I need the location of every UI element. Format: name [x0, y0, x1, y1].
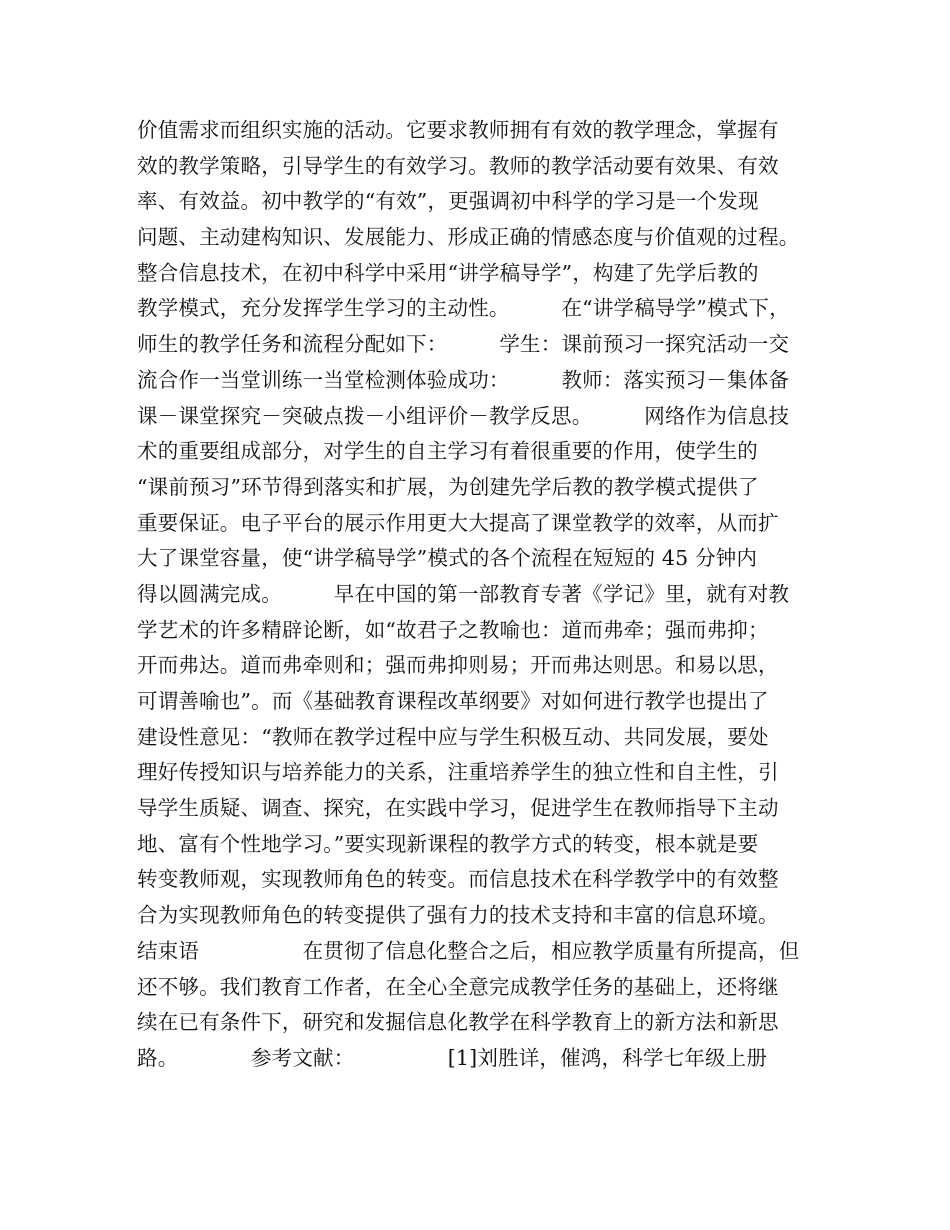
text-line: 结束语 在贯彻了信息化整合之后，相应教学质量有所提高，但 — [137, 938, 800, 963]
text-line: 建设性意见：“教师在教学过程中应与学生积极互动、共同发展，要处 — [137, 724, 769, 749]
text-line: 效的教学策略，引导学生的有效学习。教师的教学活动要有效果、有效 — [137, 153, 779, 178]
text-line: 重要保证。电子平台的展示作用更大大提高了课堂教学的效率，从而扩 — [137, 510, 779, 535]
text-line: 整合信息技术，在初中科学中采用“讲学稿导学”，构建了先学后教的 — [137, 260, 759, 285]
text-line: 问题、主动建构知识、发展能力、形成正确的情感态度与价值观的过程。 — [137, 225, 800, 250]
text-line: 转变教师观，实现教师角色的转变。而信息技术在科学教学中的有效整 — [137, 867, 779, 892]
text-line: 续在已有条件下，研究和发掘信息化教学在科学教育上的新方法和新思 — [137, 1010, 779, 1035]
document-body-text — [137, 113, 827, 1077]
text-line: 流合作一当堂训练一当堂检测体验成功： 教师：落实预习－集体备 — [137, 367, 790, 392]
text-line: 得以圆满完成。 早在中国的第一部教育专著《学记》里，就有对教 — [137, 581, 790, 606]
text-line: 合为实现教师角色的转变提供了强有力的技术支持和丰富的信息环境。 — [137, 903, 779, 928]
text-line: 可谓善喻也”。而《基础教育课程改革纲要》对如何进行教学也提出了 — [137, 689, 769, 713]
text-line: 导学生质疑、调查、探究，在实践中学习，促进学生在教师指导下主动 — [137, 796, 779, 821]
text-line: 教学模式，充分发挥学生学习的主动性。 在“讲学稿导学”模式下， — [137, 296, 790, 321]
text-line: 理好传授知识与培养能力的关系，注重培养学生的独立性和自主性，引 — [137, 760, 779, 785]
text-line: 师生的教学任务和流程分配如下： 学生：课前预习一探究活动一交 — [137, 332, 790, 357]
text-line: 路。 参考文献： [1]刘胜详，催鸿，科学七年级上册 — [137, 1045, 768, 1070]
text-line: 学艺术的许多精辟论断，如“故君子之教喻也：道而弗牵；强而弗抑； — [137, 617, 769, 642]
text-line: “课前预习”环节得到落实和扩展，为创建先学后教的教学模式提供了 — [137, 474, 759, 499]
text-line: 课－课堂探究－突破点拨－小组评价－教学反思。 网络作为信息技 — [137, 403, 790, 428]
text-line: 大了课堂容量，使“讲学稿导学”模式的各个流程在短短的 45 分钟内 — [137, 546, 758, 571]
text-line: 开而弗达。道而弗牵则和；强而弗抑则易；开而弗达则思。和易以思， — [137, 653, 779, 678]
text-line: 术的重要组成部分，对学生的自主学习有着很重要的作用，使学生的 — [137, 439, 758, 464]
text-line: 还不够。我们教育工作者，在全心全意完成教学任务的基础上，还将继 — [137, 974, 779, 999]
text-line: 率、有效益。初中教学的“有效”，更强调初中科学的学习是一个发现 — [137, 189, 759, 214]
text-line: 地、富有个性地学习。”要实现新课程的教学方式的转变，根本就是要 — [137, 831, 759, 856]
text-line: 价值需求而组织实施的活动。它要求教师拥有有效的教学理念，掌握有 — [137, 118, 779, 142]
